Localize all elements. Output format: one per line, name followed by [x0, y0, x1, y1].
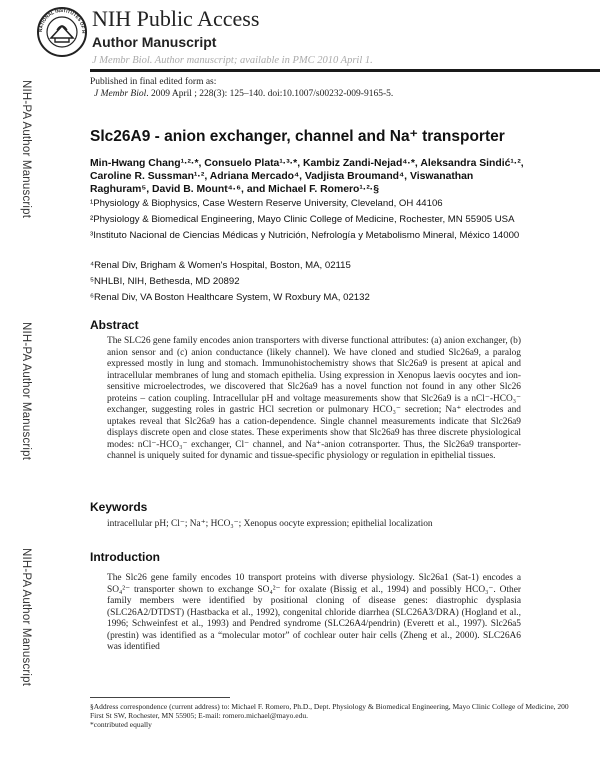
- abstract-heading: Abstract: [90, 318, 139, 332]
- affiliation: ²Physiology & Biomedical Engineering, Mayo Clinic College of Medicine, Rochester, MN 55905 USA: [90, 214, 515, 225]
- equal-contribution-footnote: *contributed equally: [90, 720, 152, 729]
- citation-line: [90, 88, 393, 100]
- author-line: Caroline R. Sussman¹·², Adriana Mercado⁴, Vadjista Broumand⁴, Viswanathan: [90, 171, 474, 182]
- nih-public-access-title: NIH Public Access: [92, 6, 260, 31]
- paper-title: Slc26A9 - anion exchanger, channel and Na⁺ transporter: [90, 128, 505, 145]
- affiliation: ⁶Renal Div, VA Boston Healthcare System, W Roxbury MA, 02132: [90, 292, 370, 303]
- journal-name: J Membr Biol: [94, 89, 147, 99]
- author-line: Min-Hwang Chang¹·²·*, Consuelo Plata¹·³·*, Kambiz Zandi-Nejad⁴·*, Aleksandra Sindić¹·²,: [90, 158, 524, 169]
- correspondence-footnote: §Address correspondence (current address) to: Michael F. Romero, Ph.D., Dept. Physiology & Biomedical Engineering, Mayo Clinic College of Medicine, 200 First St SW, Rochester, MN 55905; E-mail: romero.michael@mayo.edu.: [90, 702, 569, 720]
- published-in-line: Published in final edited form as:: [90, 77, 217, 87]
- header-rule: [90, 69, 600, 72]
- affiliation: ³Instituto Nacional de Ciencias Médicas y Nutrición, Nefrología y Metabolismo Mineral, México 14000: [90, 230, 520, 241]
- author-manuscript-label: Author Manuscript: [92, 34, 217, 50]
- keywords-heading: Keywords: [90, 500, 148, 514]
- logo-text: NATIONAL INSTITUTES OF H: [37, 7, 87, 34]
- publication-info: [90, 76, 393, 100]
- affiliation: ¹Physiology & Biophysics, Case Western Reserve University, Cleveland, OH 44106: [90, 198, 443, 209]
- author-line: Raghuram⁵, David B. Mount⁴·⁶, and Michael F. Romero¹·²·§: [90, 184, 380, 195]
- sidebar-label-bottom: NIH-PA Author Manuscript: [20, 548, 32, 687]
- introduction-text: The Slc26 gene family encodes 10 transport proteins with diverse physiology. Slc26a1 (Sat-1) encodes a SO₄²⁻ transporter shown to exchange SO₄²⁻ for oxalate (Bissig et al., 1994) and possibly HCO₃⁻. Other family members were identified by positional cloning of disease genes: diastrophic dysplasia (SLC26A2/DTDST) (Hastbacka et al., 1992), congenital chloride diarrhea (SLC26A3/DRA) (Hogland et al., 1996; Schweinfest et al., 1993) and Pendred syndrome (SLC26A4/pendrin) (Everett et al., 1997). Slc26a5 (prestin) was identified as a “molecular motor” of cochlear outer hair cells (Zheng et al., 2000). SLC26A6 was identified: [107, 573, 521, 652]
- introduction-heading: Introduction: [90, 550, 160, 564]
- abstract-text: The SLC26 gene family encodes anion transporters with diverse functional attributes: (a) anion exchanger, (b) anion sensor and (c) anion conductance (likely channel). We have cloned and studied Slc26a9, a paralog expressed mostly in lung and stomach. Immunohistochemistry shows that Slc26a9 is present at apical and intracellular membranes of lung and stomach epithelia. Using expression in Xenopus laevis oocytes and ion-sensitive microelectrodes, we discovered that Slc26a9 has a novel function not found in any other Slc26 proteins – cation coupling. Intracellular pH and voltage measurements show that Slc26a9 is a nCl⁻-HCO₃⁻ exchanger, suggesting roles in gastric HCl secretion or pulmonary HCO₃⁻ secretion; Na⁺ electrodes and uptakes reveal that Slc26a9 has a cation-dependence. Single channel measurements indicate that Slc26a9 displays discrete open and close states. These experiments show that Slc26a9 has three discrete physiological modes: nCl⁻-HCO₃⁻ exchanger, Cl⁻ channel, and Na⁺-anion cotransporter. Thus, the Slc26a9 transporter-channel is uniquely suited for dynamic and tissue-specific physiology or regulation in epithelial tissues.: [107, 336, 521, 461]
- affiliation: ⁴Renal Div, Brigham & Women's Hospital, Boston, MA, 02115: [90, 260, 351, 271]
- footnote-rule: [90, 697, 230, 698]
- keywords-text: intracellular pH; Cl⁻; Na⁺; HCO₃⁻; Xenopus oocyte expression; epithelial localization: [107, 519, 433, 529]
- nih-logo-icon: [36, 6, 88, 58]
- svg-text:NATIONAL INSTITUTES OF HEALTH: [36, 6, 86, 34]
- sidebar-label-middle: NIH-PA Author Manuscript: [20, 322, 32, 461]
- affiliation: ⁵NHLBI, NIH, Bethesda, MD 20892: [90, 276, 240, 287]
- sidebar-label-top: NIH-PA Author Manuscript: [20, 80, 32, 219]
- citation-details: . 2009 April ; 228(3): 125–140. doi:10.1007/s00232-009-9165-5.: [146, 89, 394, 99]
- footnotes: [90, 702, 570, 729]
- author-list: [90, 157, 595, 196]
- availability-note: J Membr Biol. Author manuscript; available in PMC 2010 April 1.: [92, 55, 373, 66]
